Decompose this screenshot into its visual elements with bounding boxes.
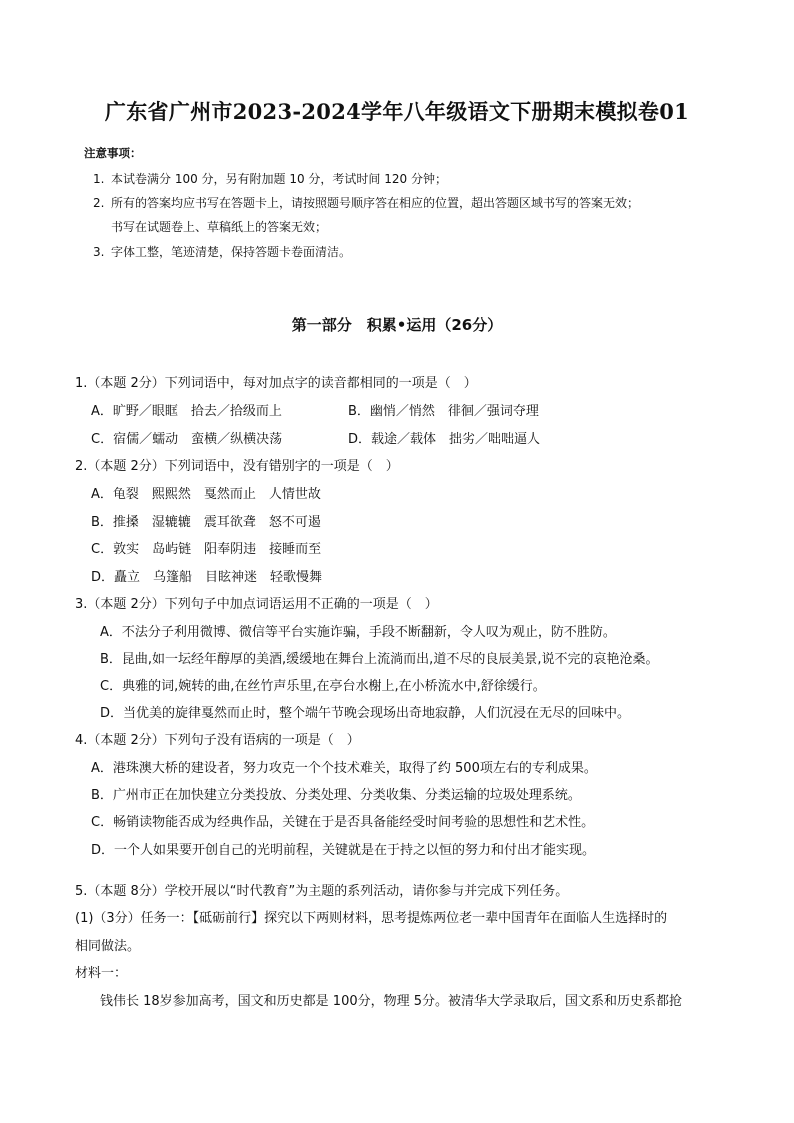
- material-text: 钱伟长 18岁参加高考，国文和历史都是 100分，物理 5分。被清华大学录取后，国文系和历史系都抢: [100, 994, 683, 1009]
- question-3-option-b: B．昆曲,如一坛经年醇厚的美酒,缓缓地在舞台上流淌而出,道不尽的良辰美景,说不完的哀艳沧桑。: [100, 652, 659, 667]
- question-4-stem: 4.（本题 2分）下列句子没有语病的一项是（ ）: [75, 733, 360, 748]
- question-3-option-c: C．典雅的词,婉转的曲,在丝竹声乐里,在亭台水榭上,在小桥流水中,舒徐缓行。: [100, 679, 546, 694]
- notice-item-2: [93, 194, 639, 211]
- notice-item-number: 1.: [93, 172, 105, 186]
- question-1-option-a: A．旷野／眼眶 拾去／拾级而上: [91, 404, 282, 419]
- question-5-task-1: (1)（3分）任务一：【砥砺前行】探究以下两则材料，思考提炼两位老一辈中国青年在面临人生选择时的: [75, 911, 668, 926]
- notice-item-text: 字体工整，笔迹清楚，保持答题卡卷面清洁。: [111, 245, 352, 259]
- exam-title: 广东省广州市2023-2024学年八年级语文下册期末模拟卷01: [104, 99, 690, 124]
- question-1-option-c: C．宿儒／蠕动 蛮横／纵横决荡: [91, 432, 283, 447]
- question-2-option-b: B．推搡 湿辘辘 震耳欲聋 怒不可遏: [91, 515, 321, 530]
- question-2-option-d: D．矗立 乌篷船 目眩神迷 轻歌慢舞: [91, 570, 323, 585]
- notice-item-text: 所有的答案均应书写在答题卡上，请按照题号顺序答在相应的位置，超出答题区域书写的答案无效；: [111, 196, 640, 210]
- question-5-task-1-continuation: 相同做法。: [75, 939, 141, 954]
- notice-item-text: 本试卷满分 100 分，另有附加题 10 分，考试时间 120 分钟；: [111, 172, 447, 186]
- notice-item-number: 2.: [93, 196, 105, 210]
- notice-heading: 注意事项：: [84, 146, 142, 160]
- question-3-stem: 3.（本题 2分）下列句子中加点词语运用不正确的一项是（ ）: [75, 597, 438, 612]
- question-4-option-b: B．广州市正在加快建立分类投放、分类处理、分类收集、分类运输的垃圾处理系统。: [91, 788, 581, 803]
- notice-item-1: [93, 170, 447, 187]
- question-3-option-d: D．当优美的旋律戛然而止时，整个端午节晚会现场出奇地寂静，人们沉浸在无尽的回味中。: [100, 706, 631, 721]
- question-2-option-c: C．敦实 岛屿链 阳奉阴违 接睡而至: [91, 542, 322, 557]
- question-3-option-a: A．不法分子利用微博、微信等平台实施诈骗，手段不断翻新，令人叹为观止，防不胜防。: [100, 625, 616, 640]
- section-title: 第一部分 积累•运用（26分）: [291, 316, 503, 334]
- notice-item-2-continuation: 书写在试题卷上、草稿纸上的答案无效；: [111, 220, 328, 234]
- question-4-option-a: A．港珠澳大桥的建设者，努力攻克一个个技术难关，取得了约 500项左右的专利成果。: [91, 761, 597, 776]
- question-4-option-d: D．一个人如果要开创自己的光明前程，关键就是在于持之以恒的努力和付出才能实现。: [91, 843, 596, 858]
- question-5-stem: 5.（本题 8分）学校开展以“时代教育”为主题的系列活动，请你参与并完成下列任务。: [75, 884, 569, 899]
- question-2-stem: 2.（本题 2分）下列词语中，没有错别字的一项是（ ）: [75, 459, 399, 474]
- question-1-option-d: D．载途／载体 拙劣／咄咄逼人: [348, 432, 541, 447]
- question-4-option-c: C．畅销读物能否成为经典作品，关键在于是否具备能经受时间考验的思想性和艺术性。: [91, 815, 595, 830]
- notice-item-number: 3.: [93, 245, 105, 259]
- material-label: 材料一：: [75, 966, 128, 981]
- question-1-stem: 1.（本题 2分）下列词语中，每对加点字的读音都相同的一项是（ ）: [75, 376, 477, 391]
- question-2-option-a: A．龟裂 熙熙然 戛然而止 人情世故: [91, 487, 321, 502]
- notice-item-3: [93, 243, 351, 260]
- question-1-option-b: B．幽悄／悄然 徘徊／强词夺理: [348, 404, 539, 419]
